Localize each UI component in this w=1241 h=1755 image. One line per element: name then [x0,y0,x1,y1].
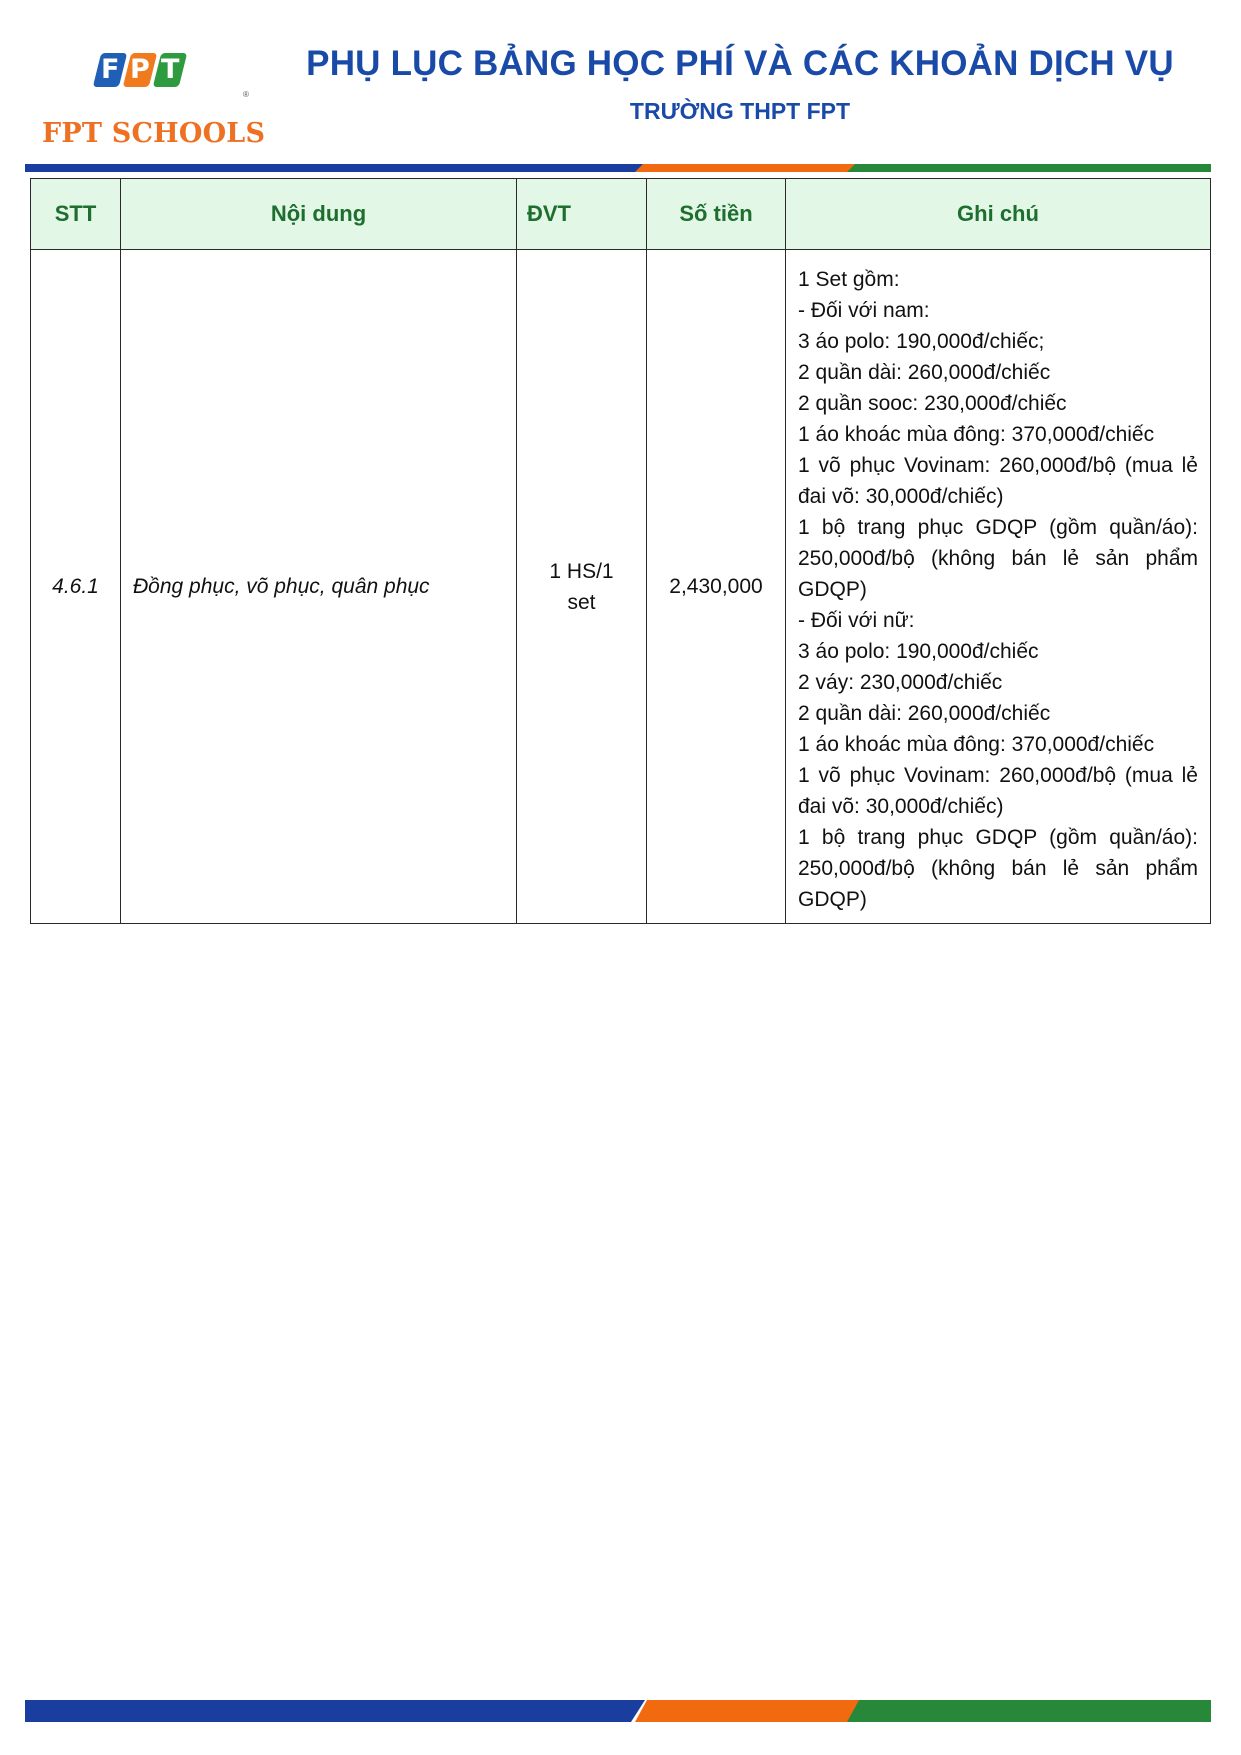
note-line: 1 áo khoác mùa đông: 370,000đ/chiếc [798,733,1155,756]
logo-wordmark: FPT SCHOOLS [42,118,266,149]
stripe-orange [635,1700,860,1722]
note-line: 2 quần dài: 260,000đ/chiếc [798,361,1051,384]
note-line: - Đối với nữ: [798,609,915,632]
note-line: 1 võ phục Vovinam: 260,000đ/bộ (mua lẻ đai võ: 30,000đ/chiếc) [798,454,1198,508]
fee-table [30,178,1211,924]
document-title: PHỤ LỤC BẢNG HỌC PHÍ VÀ CÁC KHOẢN DỊCH VỤ [306,44,1174,83]
footer-color-stripe [25,1700,1211,1722]
stripe-green [847,1700,1211,1722]
note-line: 1 Set gồm: [798,268,900,291]
header-content: Nội dung [121,179,517,250]
stripe-blue [25,164,645,172]
cell-note [786,250,1211,924]
header-stt: STT [31,179,121,250]
stripe-green [847,164,1211,172]
header-amount: Số tiền [647,179,786,250]
document-subtitle: TRƯỜNG THPT FPT [629,98,851,124]
fpt-schools-logo [40,50,266,150]
registered-mark: ® [243,90,249,99]
table-header-row [31,179,1211,250]
header-color-stripe [25,164,1211,172]
cell-amount: 2,430,000 [647,250,786,924]
cell-stt: 4.6.1 [31,250,121,924]
note-line: 1 bộ trang phục GDQP (gồm quần/áo): 250,000đ/bộ (không bán lẻ sản phẩm GDQP) [798,826,1198,911]
header-unit: ĐVT [517,179,647,250]
stripe-blue [25,1700,645,1722]
cell-content: Đồng phục, võ phục, quân phục [121,250,517,924]
note-line: 2 quần sooc: 230,000đ/chiếc [798,392,1067,415]
unit-text: 1 HS/1 set [549,559,614,614]
note-line: 1 võ phục Vovinam: 260,000đ/bộ (mua lẻ đai võ: 30,000đ/chiếc) [798,764,1198,818]
note-line: 3 áo polo: 190,000đ/chiếc; [798,330,1045,353]
table-row [31,250,1211,924]
cell-unit [517,250,647,924]
stripe-orange [635,164,860,172]
note-line: - Đối với nam: [798,299,930,322]
note-line: 1 áo khoác mùa đông: 370,000đ/chiếc [798,423,1155,446]
note-line: 3 áo polo: 190,000đ/chiếc [798,640,1039,663]
logo-tile-f: F [93,53,127,87]
note-line: 2 váy: 230,000đ/chiếc [798,671,1003,694]
logo-tile-t: T [153,53,187,87]
note-line: 1 bộ trang phục GDQP (gồm quần/áo): 250,000đ/bộ (không bán lẻ sản phẩm GDQP) [798,516,1198,601]
logo-tile-p: P [123,53,157,87]
note-line: 2 quần dài: 260,000đ/chiếc [798,702,1051,725]
header-note: Ghi chú [786,179,1211,250]
